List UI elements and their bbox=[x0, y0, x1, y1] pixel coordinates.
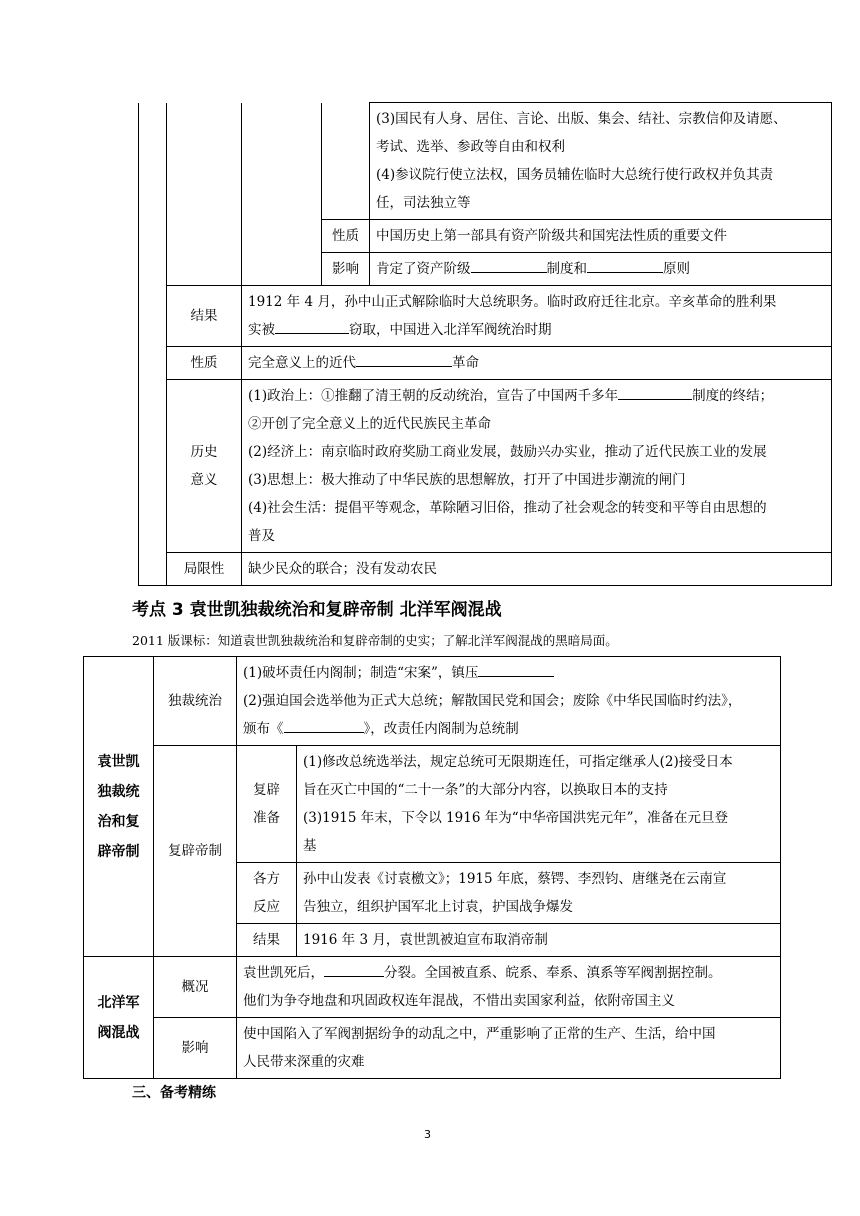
social-line-2: 普及 bbox=[248, 528, 275, 544]
political-head: (1)政治上 bbox=[248, 388, 308, 404]
label-line: 北洋军 bbox=[97, 994, 140, 1011]
nature-label: 性质 bbox=[322, 220, 370, 253]
impact-label: 影响 bbox=[322, 253, 370, 286]
dictatorship-post: 》，改责任内阁制为总统制 bbox=[363, 721, 519, 737]
result-label: 结果 bbox=[167, 286, 242, 347]
label-line: 意义 bbox=[190, 472, 218, 488]
dictatorship-text bbox=[237, 657, 781, 746]
overview-post: 分裂。全国被直系、皖系、奉系、滇系等军阀割据控制。 bbox=[384, 965, 722, 981]
dictatorship-line bbox=[243, 659, 774, 687]
overview-label: 概况 bbox=[154, 957, 237, 1018]
social-head: (4)社会生活 bbox=[248, 500, 322, 516]
empty-cell bbox=[167, 103, 242, 286]
section-heading: 考点 3 袁世凯独裁统治和复辟帝制 北洋军阀混战 bbox=[132, 600, 502, 620]
label-line: 阀混战 bbox=[97, 1024, 140, 1041]
senate-line: 任，司法独立等 bbox=[376, 195, 471, 211]
fill-blank bbox=[587, 258, 663, 273]
label-line: 治和复 bbox=[97, 813, 140, 830]
overview-text bbox=[237, 957, 781, 1018]
preparation-line: (3)1915 年末，下令以 1916 年为“中华帝国洪宪元年”，准备在元旦登 bbox=[303, 810, 729, 826]
label-line: 袁世凯 bbox=[97, 753, 140, 770]
constitution-content-cell bbox=[370, 103, 832, 220]
warlord-impact-label: 影响 bbox=[154, 1018, 237, 1079]
character-text bbox=[242, 347, 832, 380]
practice-section-heading: 三、备考精练 bbox=[132, 1085, 216, 1101]
label-line: 辟帝制 bbox=[97, 843, 140, 860]
preparation-label bbox=[237, 746, 297, 863]
preparation-line: 旨在灭亡中国的“二十一条”的大部分内容，以换取日本的支持 bbox=[303, 782, 668, 798]
political-line-2: ②开创了完全意义上的近代民族民主革命 bbox=[248, 416, 491, 432]
political-pre: ：①推翻了清王朝的反动统治，宣告了中国两千多年 bbox=[307, 388, 619, 404]
label-line: 准备 bbox=[253, 810, 280, 826]
label-line: 历史 bbox=[190, 444, 218, 460]
character-post: 革命 bbox=[452, 355, 479, 371]
historical-significance-text bbox=[242, 380, 832, 553]
reaction-label bbox=[237, 863, 297, 924]
dictatorship-pre: 颁布《 bbox=[243, 721, 284, 737]
result-text bbox=[242, 286, 832, 347]
economic-line bbox=[248, 438, 825, 466]
reaction-text bbox=[297, 863, 781, 924]
economic-head: (2)经济上 bbox=[248, 444, 308, 460]
restoration-label: 复辟帝制 bbox=[154, 746, 237, 957]
preparation-line: (1)修改总统选举法，规定总统可无限期连任，可指定继承人(2)接受日本 bbox=[303, 754, 733, 770]
yuan-warlord-table bbox=[83, 656, 781, 1079]
result-line bbox=[248, 316, 825, 344]
fill-blank bbox=[275, 319, 349, 334]
impact-text bbox=[370, 253, 832, 286]
dictatorship-pre: (1)破坏责任内阁制；制造“宋案”，镇压 bbox=[243, 665, 479, 681]
thought-head: (3)思想上 bbox=[248, 472, 308, 488]
overview-line: 他们为争夺地盘和巩固政权连年混战，不惜出卖国家利益，依附帝国主义 bbox=[243, 993, 675, 1009]
historical-significance-label bbox=[167, 380, 242, 553]
fill-blank bbox=[471, 258, 547, 273]
impact-mid: 制度和 bbox=[546, 261, 587, 277]
thought-line bbox=[248, 466, 825, 494]
outcome-label: 结果 bbox=[237, 924, 297, 957]
label-line: 复辟 bbox=[253, 782, 280, 798]
result-line: 1912 年 4 月，孙中山正式解除临时大总统职务。临时政府迁往北京。辛亥革命的胜利果 bbox=[248, 294, 777, 310]
label-line: 反应 bbox=[253, 899, 280, 915]
overview-pre: 袁世凯死后， bbox=[243, 965, 324, 981]
yuan-section-label bbox=[84, 657, 154, 957]
fill-blank bbox=[284, 718, 364, 733]
empty-cell bbox=[322, 103, 370, 220]
senate-line: (4)参议院行使立法权，国务员辅佐临时大总统行使行政权并负其责 bbox=[376, 167, 774, 183]
fill-blank bbox=[618, 385, 692, 400]
empty-cell bbox=[242, 103, 322, 286]
rights-line: 考试、选举、参政等自由和权利 bbox=[376, 139, 565, 155]
fill-blank bbox=[356, 352, 452, 367]
limitation-label: 局限性 bbox=[167, 553, 242, 586]
thought-text: ：极大推动了中华民族的思想解放，打开了中国进步潮流的闸门 bbox=[307, 472, 686, 488]
social-text: ：提倡平等观念，革除陋习旧俗，推动了社会观念的转变和平等自由思想的 bbox=[321, 500, 767, 516]
result-pre: 实被 bbox=[248, 322, 275, 338]
warlord-section-label bbox=[84, 957, 154, 1079]
result-post: 窃取，中国进入北洋军阀统治时期 bbox=[349, 322, 552, 338]
impact-pre: 肯定了资产阶级 bbox=[376, 261, 471, 277]
impact-line: 使中国陷入了军阀割据纷争的动乱之中，严重影响了正常的生产、生活，给中国 bbox=[243, 1026, 716, 1042]
political-post: 制度的终结； bbox=[692, 388, 774, 404]
fill-blank bbox=[324, 962, 384, 977]
fill-blank bbox=[478, 662, 554, 677]
impact-post: 原则 bbox=[663, 261, 690, 277]
warlord-impact-text bbox=[237, 1018, 781, 1079]
reaction-line: 孙中山发表《讨袁檄文》；1915 年底，蔡锷、李烈钧、唐继尧在云南宣 bbox=[303, 871, 727, 887]
preparation-line: 基 bbox=[303, 838, 317, 854]
social-line bbox=[248, 494, 825, 522]
revolution-summary-table bbox=[138, 102, 832, 586]
outcome-text: 1916 年 3 月，袁世凯被迫宣布取消帝制 bbox=[297, 924, 781, 957]
limitation-text: 缺少民众的联合；没有发动农民 bbox=[242, 553, 832, 586]
character-pre: 完全意义上的近代 bbox=[248, 355, 356, 371]
dictatorship-label: 独裁统治 bbox=[154, 657, 237, 746]
outer-col-cell bbox=[139, 103, 167, 586]
label-line: 各方 bbox=[253, 871, 280, 887]
curriculum-standard: 2011 版课标：知道袁世凯独裁统治和复辟帝制的史实；了解北洋军阀混战的黑暗局面。 bbox=[132, 633, 618, 648]
reaction-line: 告独立，组织护国军北上讨袁，护国战争爆发 bbox=[303, 899, 573, 915]
rights-line: (3)国民有人身、居住、言论、出版、集会、结社、宗教信仰及请愿、 bbox=[376, 111, 787, 127]
impact-line: 人民带来深重的灾难 bbox=[243, 1054, 365, 1070]
political-line bbox=[248, 382, 825, 410]
preparation-text bbox=[297, 746, 781, 863]
label-line: 独裁统 bbox=[97, 783, 140, 800]
page-number: 3 bbox=[424, 1128, 431, 1141]
nature-text: 中国历史上第一部具有资产阶级共和国宪法性质的重要文件 bbox=[370, 220, 832, 253]
character-label: 性质 bbox=[167, 347, 242, 380]
dictatorship-line: (2)强迫国会选举他为正式大总统；解散国民党和国会；废除《中华民国临时约法》， bbox=[243, 693, 742, 709]
overview-line bbox=[243, 959, 774, 987]
dictatorship-line bbox=[243, 715, 774, 743]
economic-text: ：南京临时政府奖励工商业发展，鼓励兴办实业，推动了近代民族工业的发展 bbox=[307, 444, 767, 460]
